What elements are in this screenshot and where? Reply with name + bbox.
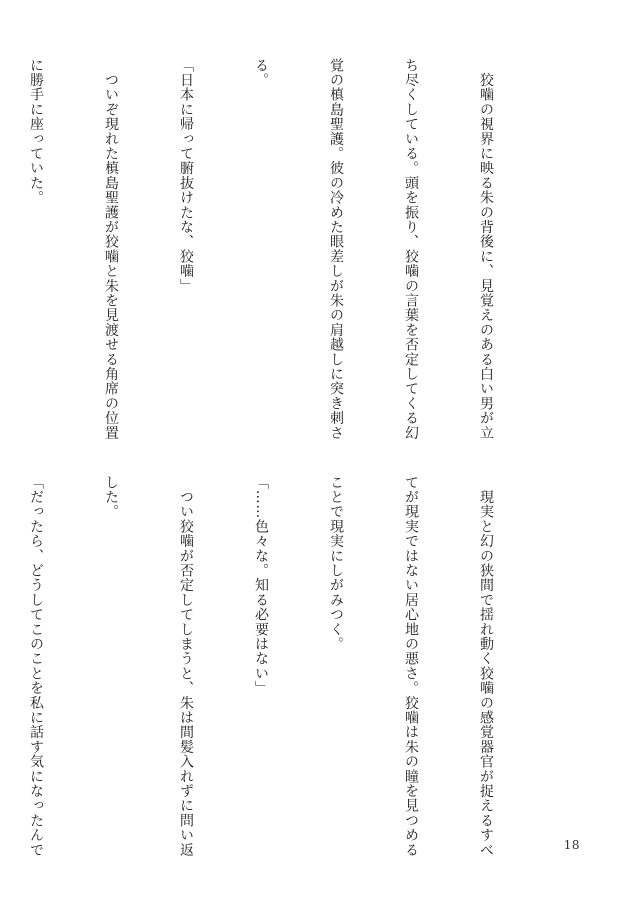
text-line: 現実と幻の狭間で揺れ動く狡噛の感覚器官が捉えるすべ: [478, 475, 494, 858]
page-number: 18: [563, 838, 580, 852]
text-line: ことで現実にしがみつく。: [328, 475, 344, 652]
text-line: ついぞ現れた槙島聖護が狡噛と朱を見渡せる角席の位置: [103, 58, 119, 441]
lower-text-block: [28, 475, 548, 858]
text-line: 「……色々な。知る必要はない」: [253, 475, 269, 696]
text-line: てが現実ではない居心地の悪さ。狡噛は朱の瞳を見つめる: [403, 475, 419, 858]
text-line: 「だったら、どうしてこのことを私に話す気になったんで: [28, 475, 44, 858]
text-line: に勝手に座っていた。: [28, 58, 44, 205]
text-line: 「日本に帰って腑抜けたな、狡噛」: [178, 58, 194, 294]
text-line: ち尽くしている。頭を振り、狡噛の言葉を否定してくる幻: [403, 58, 419, 441]
text-line: る。: [253, 58, 269, 88]
text-line: つい狡噛が否定してしまうと、朱は間髪入れずに問い返: [178, 475, 194, 858]
text-line: した。: [103, 475, 119, 520]
upper-text-block: [28, 58, 548, 458]
text-line: 覚の槙島聖護。彼の冷めた眼差しが朱の肩越しに突き刺さ: [328, 58, 344, 441]
text-line: 狡噛の視界に映る朱の背後に、見覚えのある白い男が立: [478, 58, 494, 441]
